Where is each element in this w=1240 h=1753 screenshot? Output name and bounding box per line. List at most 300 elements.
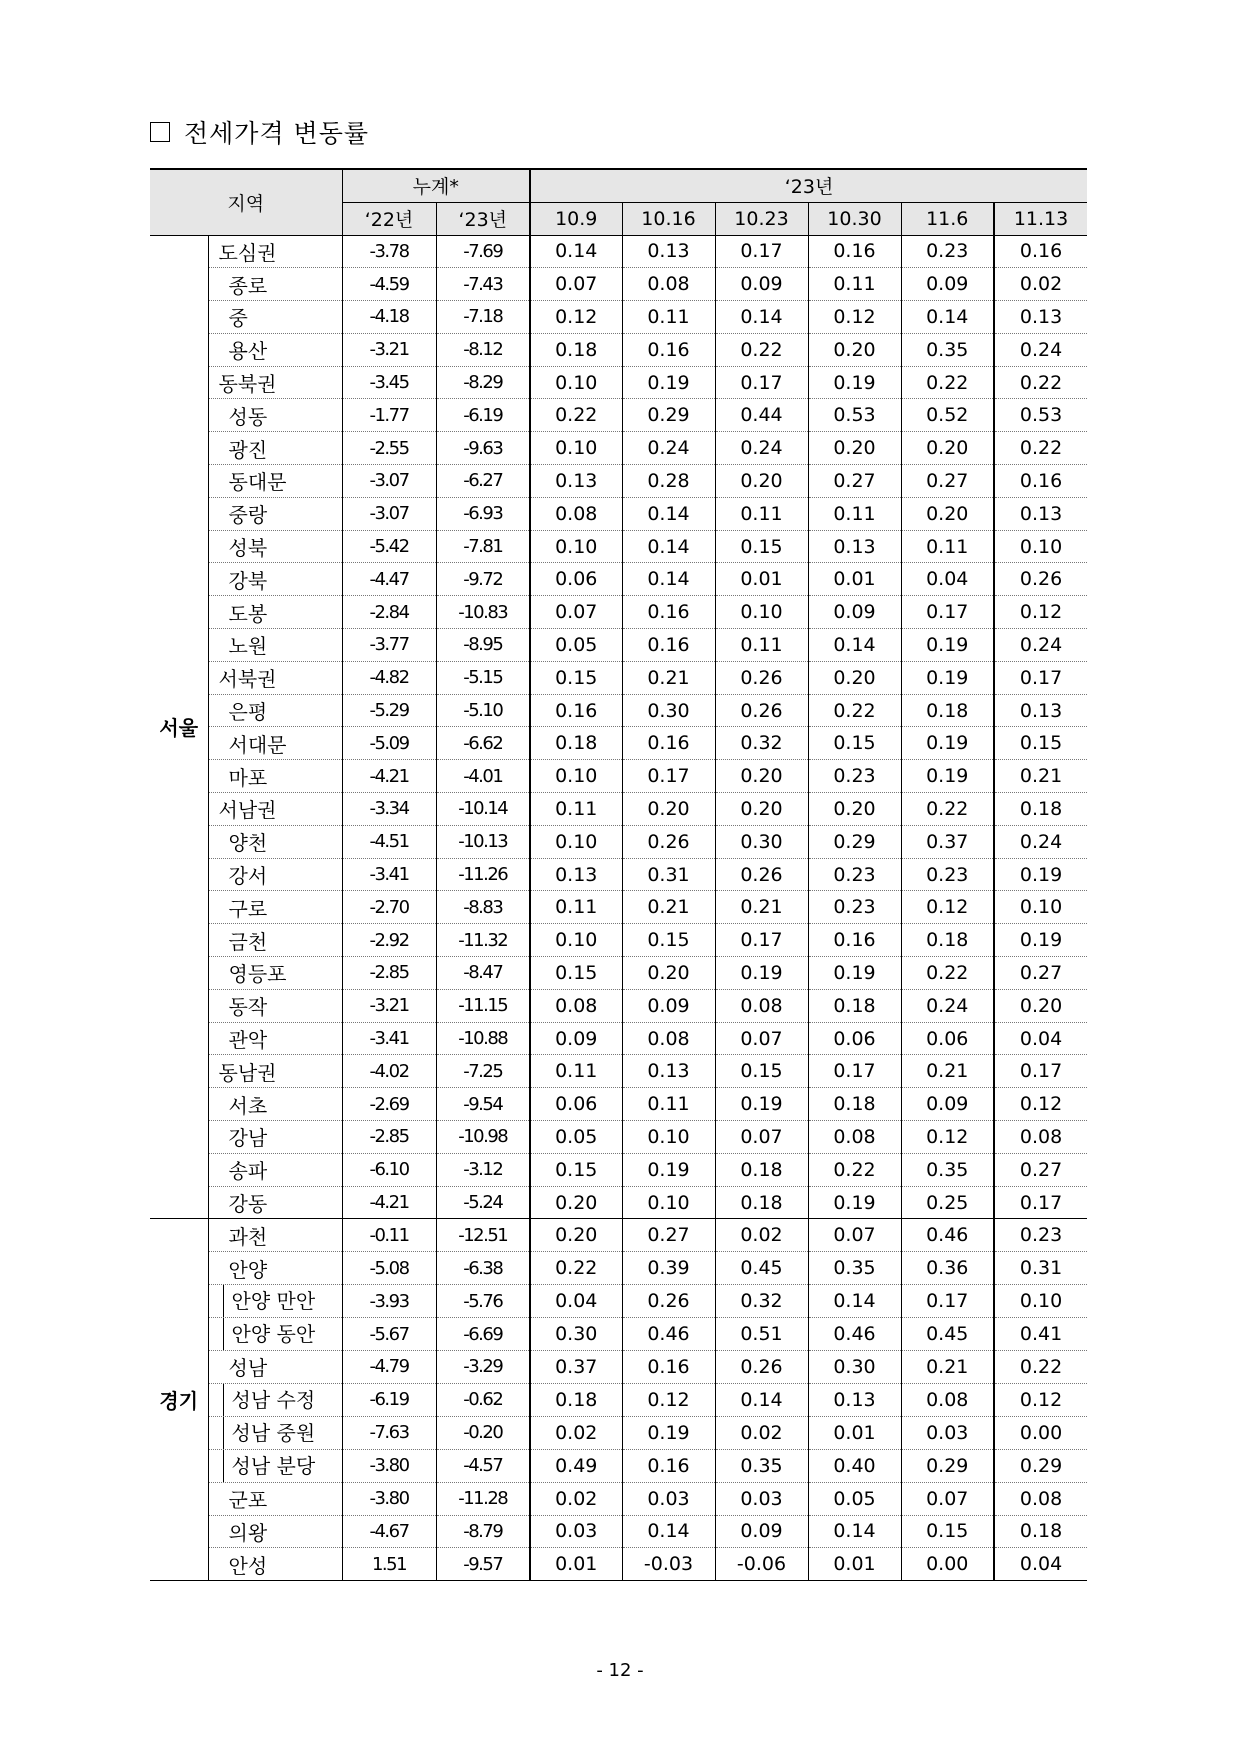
table-row <box>150 891 1087 924</box>
region-name: 동남권 <box>208 1055 342 1088</box>
weekly-value: 0.15 <box>530 661 622 694</box>
weekly-value: 0.10 <box>622 1186 715 1219</box>
weekly-value: 0.09 <box>622 989 715 1022</box>
weekly-value: 0.15 <box>901 1515 994 1548</box>
region-name: 서북권 <box>208 661 342 694</box>
table-row <box>150 465 1087 498</box>
weekly-value: 0.12 <box>994 1383 1087 1416</box>
cumulative-value: -3.21 <box>342 333 436 366</box>
weekly-value: 0.07 <box>530 596 622 629</box>
weekly-value: 0.12 <box>622 1383 715 1416</box>
weekly-value: 0.19 <box>622 1153 715 1186</box>
weekly-value: 0.13 <box>994 694 1087 727</box>
weekly-value: 0.35 <box>901 1153 994 1186</box>
weekly-value: 0.21 <box>994 760 1087 793</box>
weekly-value: 0.01 <box>715 563 808 596</box>
cumulative-value: -11.15 <box>436 989 530 1022</box>
weekly-value: 0.51 <box>715 1318 808 1351</box>
weekly-value: 0.22 <box>530 1252 622 1285</box>
table-row <box>150 333 1087 366</box>
header-week: 10.9 <box>530 202 622 235</box>
weekly-value: 0.12 <box>808 301 901 334</box>
weekly-value: 0.23 <box>808 760 901 793</box>
cumulative-value: -4.79 <box>342 1351 436 1384</box>
table-row <box>150 530 1087 563</box>
weekly-value: 0.11 <box>808 268 901 301</box>
weekly-value: 0.27 <box>994 957 1087 990</box>
weekly-value: 0.12 <box>901 1121 994 1154</box>
weekly-value: 0.31 <box>622 858 715 891</box>
weekly-value: 0.08 <box>715 989 808 1022</box>
weekly-value: 0.08 <box>808 1121 901 1154</box>
region-name: 강남 <box>208 1121 342 1154</box>
weekly-value: 0.23 <box>808 891 901 924</box>
weekly-value: 0.21 <box>622 661 715 694</box>
weekly-value: 0.23 <box>901 858 994 891</box>
region-group-label: 경기 <box>150 1219 208 1581</box>
header-region: 지역 <box>150 169 342 235</box>
cumulative-value: -8.12 <box>436 333 530 366</box>
weekly-value: 0.44 <box>715 399 808 432</box>
weekly-value: 0.26 <box>622 1285 715 1318</box>
weekly-value: 0.13 <box>994 301 1087 334</box>
header-cum-22: ‘22년 <box>342 202 436 235</box>
weekly-value: 0.14 <box>622 1515 715 1548</box>
weekly-value: 0.12 <box>901 891 994 924</box>
weekly-value: 0.46 <box>808 1318 901 1351</box>
weekly-value: 0.29 <box>994 1449 1087 1482</box>
weekly-value: 0.26 <box>994 563 1087 596</box>
weekly-value: 0.22 <box>901 366 994 399</box>
weekly-value: 0.35 <box>808 1252 901 1285</box>
cumulative-value: -4.51 <box>342 825 436 858</box>
cumulative-value: -3.93 <box>342 1285 436 1318</box>
cumulative-value: -4.21 <box>342 760 436 793</box>
cumulative-value: -4.67 <box>342 1515 436 1548</box>
weekly-value: 0.01 <box>530 1548 622 1581</box>
header-week: 10.16 <box>622 202 715 235</box>
weekly-value: 0.16 <box>808 924 901 957</box>
weekly-value: 0.03 <box>715 1482 808 1515</box>
weekly-value: 0.45 <box>715 1252 808 1285</box>
weekly-value: 0.14 <box>808 1285 901 1318</box>
weekly-value: 0.02 <box>530 1482 622 1515</box>
subregion-name: 안양 동안 <box>223 1318 316 1350</box>
table-row <box>150 1186 1087 1219</box>
weekly-value: 0.28 <box>622 465 715 498</box>
weekly-value: 0.07 <box>715 1121 808 1154</box>
weekly-value: 0.14 <box>808 629 901 662</box>
weekly-value: 0.24 <box>901 989 994 1022</box>
weekly-value: 0.35 <box>715 1449 808 1482</box>
table-row <box>150 989 1087 1022</box>
subregion-name: 안양 만안 <box>223 1285 316 1317</box>
weekly-value: 0.08 <box>530 497 622 530</box>
weekly-value: 0.40 <box>808 1449 901 1482</box>
region-name: 군포 <box>208 1482 342 1515</box>
weekly-value: 0.17 <box>715 366 808 399</box>
jeonse-price-change-table <box>150 168 1087 1581</box>
region-name: 동대문 <box>208 465 342 498</box>
weekly-value: 0.10 <box>994 530 1087 563</box>
cumulative-value: -4.59 <box>342 268 436 301</box>
weekly-value: 0.18 <box>994 1515 1087 1548</box>
cumulative-value: -10.13 <box>436 825 530 858</box>
weekly-value: 0.35 <box>901 333 994 366</box>
weekly-value: 0.17 <box>994 1186 1087 1219</box>
weekly-value: 0.37 <box>901 825 994 858</box>
cumulative-value: -4.57 <box>436 1449 530 1482</box>
weekly-value: 0.30 <box>808 1351 901 1384</box>
weekly-value: 0.16 <box>530 694 622 727</box>
cumulative-value: -3.29 <box>436 1351 530 1384</box>
cumulative-value: -2.85 <box>342 1121 436 1154</box>
cumulative-value: -3.80 <box>342 1482 436 1515</box>
cumulative-value: -7.43 <box>436 268 530 301</box>
header-cum-23: ‘23년 <box>436 202 530 235</box>
cumulative-value: -6.19 <box>342 1383 436 1416</box>
cumulative-value: -7.18 <box>436 301 530 334</box>
table-row <box>150 563 1087 596</box>
weekly-value: 0.18 <box>901 694 994 727</box>
table-row <box>150 1449 1087 1482</box>
cumulative-value: -2.55 <box>342 432 436 465</box>
weekly-value: 0.20 <box>808 661 901 694</box>
weekly-value: 0.22 <box>994 1351 1087 1384</box>
weekly-value: 0.04 <box>901 563 994 596</box>
cumulative-value: -4.21 <box>342 1186 436 1219</box>
weekly-value: 0.19 <box>622 1416 715 1449</box>
weekly-value: 0.11 <box>530 793 622 826</box>
region-name: 서대문 <box>208 727 342 760</box>
cumulative-value: -8.83 <box>436 891 530 924</box>
region-name: 금천 <box>208 924 342 957</box>
cumulative-value: -11.32 <box>436 924 530 957</box>
cumulative-value: -3.80 <box>342 1449 436 1482</box>
cumulative-value: -3.41 <box>342 858 436 891</box>
weekly-value: 0.02 <box>994 268 1087 301</box>
weekly-value: 0.27 <box>994 1153 1087 1186</box>
weekly-value: 0.10 <box>530 530 622 563</box>
region-name: 의왕 <box>208 1515 342 1548</box>
cumulative-value: -2.85 <box>342 957 436 990</box>
region-name <box>208 1285 342 1318</box>
cumulative-value: -2.92 <box>342 924 436 957</box>
cumulative-value: -3.78 <box>342 235 436 268</box>
weekly-value: 0.11 <box>622 1088 715 1121</box>
weekly-value: 0.16 <box>622 727 715 760</box>
weekly-value: 0.20 <box>530 1186 622 1219</box>
table-row <box>150 399 1087 432</box>
subregion-name: 성남 중원 <box>223 1417 316 1449</box>
weekly-value: 0.16 <box>622 596 715 629</box>
table-row <box>150 1219 1087 1252</box>
weekly-value: 0.09 <box>901 268 994 301</box>
region-name: 동북권 <box>208 366 342 399</box>
table-row <box>150 694 1087 727</box>
weekly-value: 0.23 <box>901 235 994 268</box>
table-row <box>150 1548 1087 1581</box>
checkbox-square-icon <box>150 122 170 142</box>
weekly-value: 0.06 <box>808 1022 901 1055</box>
table-row <box>150 858 1087 891</box>
weekly-value: 0.27 <box>808 465 901 498</box>
weekly-value: 0.17 <box>994 661 1087 694</box>
weekly-value: 0.02 <box>715 1416 808 1449</box>
weekly-value: 0.05 <box>530 1121 622 1154</box>
subregion-name: 성남 수정 <box>223 1384 316 1416</box>
weekly-value: 0.16 <box>622 1351 715 1384</box>
section-title <box>150 112 369 152</box>
weekly-value: 0.20 <box>622 957 715 990</box>
region-name: 노원 <box>208 629 342 662</box>
weekly-value: 0.49 <box>530 1449 622 1482</box>
weekly-value: 0.17 <box>622 760 715 793</box>
weekly-value: 0.11 <box>715 629 808 662</box>
region-name: 관악 <box>208 1022 342 1055</box>
weekly-value: 0.09 <box>715 1515 808 1548</box>
cumulative-value: -9.54 <box>436 1088 530 1121</box>
weekly-value: 0.03 <box>530 1515 622 1548</box>
cumulative-value: -5.67 <box>342 1318 436 1351</box>
cumulative-value: -11.28 <box>436 1482 530 1515</box>
cumulative-value: -5.15 <box>436 661 530 694</box>
cumulative-value: -6.19 <box>436 399 530 432</box>
weekly-value: 0.22 <box>901 957 994 990</box>
region-name: 성남 <box>208 1351 342 1384</box>
region-name: 용산 <box>208 333 342 366</box>
table-row <box>150 1318 1087 1351</box>
weekly-value: 0.17 <box>901 596 994 629</box>
weekly-value: 0.17 <box>808 1055 901 1088</box>
cumulative-value: -5.09 <box>342 727 436 760</box>
region-name: 성동 <box>208 399 342 432</box>
weekly-value: 0.06 <box>530 1088 622 1121</box>
table-row <box>150 366 1087 399</box>
weekly-value: 0.10 <box>622 1121 715 1154</box>
weekly-value: 0.16 <box>622 1449 715 1482</box>
region-name <box>208 1318 342 1351</box>
cumulative-value: -4.01 <box>436 760 530 793</box>
region-name: 강북 <box>208 563 342 596</box>
weekly-value: 0.22 <box>715 333 808 366</box>
weekly-value: 0.08 <box>530 989 622 1022</box>
header-week: 10.23 <box>715 202 808 235</box>
weekly-value: 0.13 <box>994 497 1087 530</box>
weekly-value: 0.22 <box>994 366 1087 399</box>
weekly-value: 0.20 <box>715 465 808 498</box>
region-name <box>208 1416 342 1449</box>
cumulative-value: -2.84 <box>342 596 436 629</box>
weekly-value: 0.27 <box>622 1219 715 1252</box>
weekly-value: 0.30 <box>715 825 808 858</box>
weekly-value: 0.16 <box>808 235 901 268</box>
region-name: 강동 <box>208 1186 342 1219</box>
region-name: 서남권 <box>208 793 342 826</box>
table-row <box>150 661 1087 694</box>
weekly-value: 0.20 <box>994 989 1087 1022</box>
cumulative-value: -3.21 <box>342 989 436 1022</box>
weekly-value: 0.22 <box>808 1153 901 1186</box>
cumulative-value: -11.26 <box>436 858 530 891</box>
weekly-value: 0.10 <box>530 825 622 858</box>
weekly-value: 0.20 <box>530 1219 622 1252</box>
weekly-value: 0.08 <box>622 268 715 301</box>
weekly-value: 0.23 <box>808 858 901 891</box>
weekly-value: 0.36 <box>901 1252 994 1285</box>
weekly-value: 0.29 <box>901 1449 994 1482</box>
weekly-value: 0.26 <box>715 1351 808 1384</box>
weekly-value: 0.23 <box>994 1219 1087 1252</box>
table-row <box>150 760 1087 793</box>
weekly-value: 0.15 <box>715 1055 808 1088</box>
cumulative-value: -5.24 <box>436 1186 530 1219</box>
region-name: 양천 <box>208 825 342 858</box>
weekly-value: 0.20 <box>715 793 808 826</box>
header-week-latest: 11.13 <box>994 202 1087 235</box>
weekly-value: 0.19 <box>901 727 994 760</box>
header-week: 11.6 <box>901 202 994 235</box>
weekly-value: 0.24 <box>994 333 1087 366</box>
table-row <box>150 1022 1087 1055</box>
weekly-value: 0.09 <box>530 1022 622 1055</box>
weekly-value: 0.41 <box>994 1318 1087 1351</box>
cumulative-value: -4.82 <box>342 661 436 694</box>
cumulative-value: -6.38 <box>436 1252 530 1285</box>
cumulative-value: -6.69 <box>436 1318 530 1351</box>
region-name: 광진 <box>208 432 342 465</box>
weekly-value: 0.52 <box>901 399 994 432</box>
cumulative-value: -3.41 <box>342 1022 436 1055</box>
weekly-value: 0.08 <box>622 1022 715 1055</box>
table-row <box>150 1252 1087 1285</box>
weekly-value: 0.03 <box>622 1482 715 1515</box>
weekly-value: 0.53 <box>994 399 1087 432</box>
weekly-value: 0.18 <box>530 333 622 366</box>
weekly-value: 0.15 <box>715 530 808 563</box>
weekly-value: 0.32 <box>715 1285 808 1318</box>
weekly-value: 0.10 <box>530 760 622 793</box>
cumulative-value: -8.29 <box>436 366 530 399</box>
weekly-value: 0.12 <box>994 1088 1087 1121</box>
weekly-value: 0.06 <box>901 1022 994 1055</box>
weekly-value: 0.00 <box>901 1548 994 1581</box>
weekly-value: 0.27 <box>901 465 994 498</box>
cumulative-value: -3.77 <box>342 629 436 662</box>
weekly-value: 0.14 <box>622 497 715 530</box>
weekly-value: 0.08 <box>994 1121 1087 1154</box>
weekly-value: 0.30 <box>622 694 715 727</box>
weekly-value: 0.17 <box>715 924 808 957</box>
table-row <box>150 1515 1087 1548</box>
weekly-value: 0.17 <box>994 1055 1087 1088</box>
weekly-value: 0.30 <box>530 1318 622 1351</box>
weekly-value: 0.19 <box>808 366 901 399</box>
weekly-value: 0.08 <box>994 1482 1087 1515</box>
region-name <box>208 1449 342 1482</box>
weekly-value: 0.13 <box>530 858 622 891</box>
region-name: 과천 <box>208 1219 342 1252</box>
table-row <box>150 301 1087 334</box>
weekly-value: 0.15 <box>994 727 1087 760</box>
weekly-value: 0.24 <box>994 825 1087 858</box>
region-name: 성북 <box>208 530 342 563</box>
weekly-value: 0.14 <box>622 563 715 596</box>
weekly-value: 0.19 <box>622 366 715 399</box>
table-row <box>150 793 1087 826</box>
weekly-value: 0.12 <box>994 596 1087 629</box>
region-name: 은평 <box>208 694 342 727</box>
weekly-value: 0.25 <box>901 1186 994 1219</box>
cumulative-value: -8.47 <box>436 957 530 990</box>
weekly-value: 0.21 <box>901 1351 994 1384</box>
weekly-value: 0.53 <box>808 399 901 432</box>
cumulative-value: -7.63 <box>342 1416 436 1449</box>
cumulative-value: -3.45 <box>342 366 436 399</box>
region-name <box>208 1383 342 1416</box>
cumulative-value: -10.14 <box>436 793 530 826</box>
weekly-value: 0.01 <box>808 1416 901 1449</box>
table-row <box>150 497 1087 530</box>
table-row <box>150 957 1087 990</box>
weekly-value: 0.14 <box>808 1515 901 1548</box>
weekly-value: 0.45 <box>901 1318 994 1351</box>
weekly-value: 0.10 <box>530 432 622 465</box>
cumulative-value: -0.11 <box>342 1219 436 1252</box>
weekly-value: 0.01 <box>808 1548 901 1581</box>
weekly-value: 0.03 <box>901 1416 994 1449</box>
weekly-value: 0.05 <box>808 1482 901 1515</box>
weekly-value: 0.13 <box>808 1383 901 1416</box>
weekly-value: 0.02 <box>715 1219 808 1252</box>
header-year: ‘23년 <box>530 169 1087 202</box>
weekly-value: 0.10 <box>715 596 808 629</box>
weekly-value: 0.04 <box>530 1285 622 1318</box>
cumulative-value: -0.62 <box>436 1383 530 1416</box>
section-title-text: 전세가격 변동률 <box>184 119 369 148</box>
cumulative-value: -4.47 <box>342 563 436 596</box>
weekly-value: 0.10 <box>530 366 622 399</box>
weekly-value: 0.18 <box>715 1186 808 1219</box>
region-name: 도심권 <box>208 235 342 268</box>
weekly-value: 0.14 <box>530 235 622 268</box>
region-name: 종로 <box>208 268 342 301</box>
weekly-value: 0.15 <box>808 727 901 760</box>
weekly-value: 0.08 <box>901 1383 994 1416</box>
weekly-value: 0.19 <box>715 957 808 990</box>
header-week: 10.30 <box>808 202 901 235</box>
subregion-name: 성남 분당 <box>223 1450 316 1482</box>
region-name: 영등포 <box>208 957 342 990</box>
weekly-value: 0.19 <box>808 957 901 990</box>
weekly-value: 0.04 <box>994 1548 1087 1581</box>
weekly-value: 0.11 <box>530 1055 622 1088</box>
weekly-value: 0.07 <box>530 268 622 301</box>
weekly-value: 0.14 <box>901 301 994 334</box>
weekly-value: 0.19 <box>901 629 994 662</box>
table-row <box>150 1285 1087 1318</box>
cumulative-value: -8.79 <box>436 1515 530 1548</box>
weekly-value: 0.20 <box>715 760 808 793</box>
weekly-value: 0.26 <box>715 694 808 727</box>
weekly-value: 0.24 <box>715 432 808 465</box>
weekly-value: 0.29 <box>622 399 715 432</box>
table-row <box>150 1351 1087 1384</box>
weekly-value: 0.20 <box>808 432 901 465</box>
weekly-value: 0.11 <box>715 497 808 530</box>
weekly-value: 0.18 <box>994 793 1087 826</box>
cumulative-value: -3.07 <box>342 465 436 498</box>
